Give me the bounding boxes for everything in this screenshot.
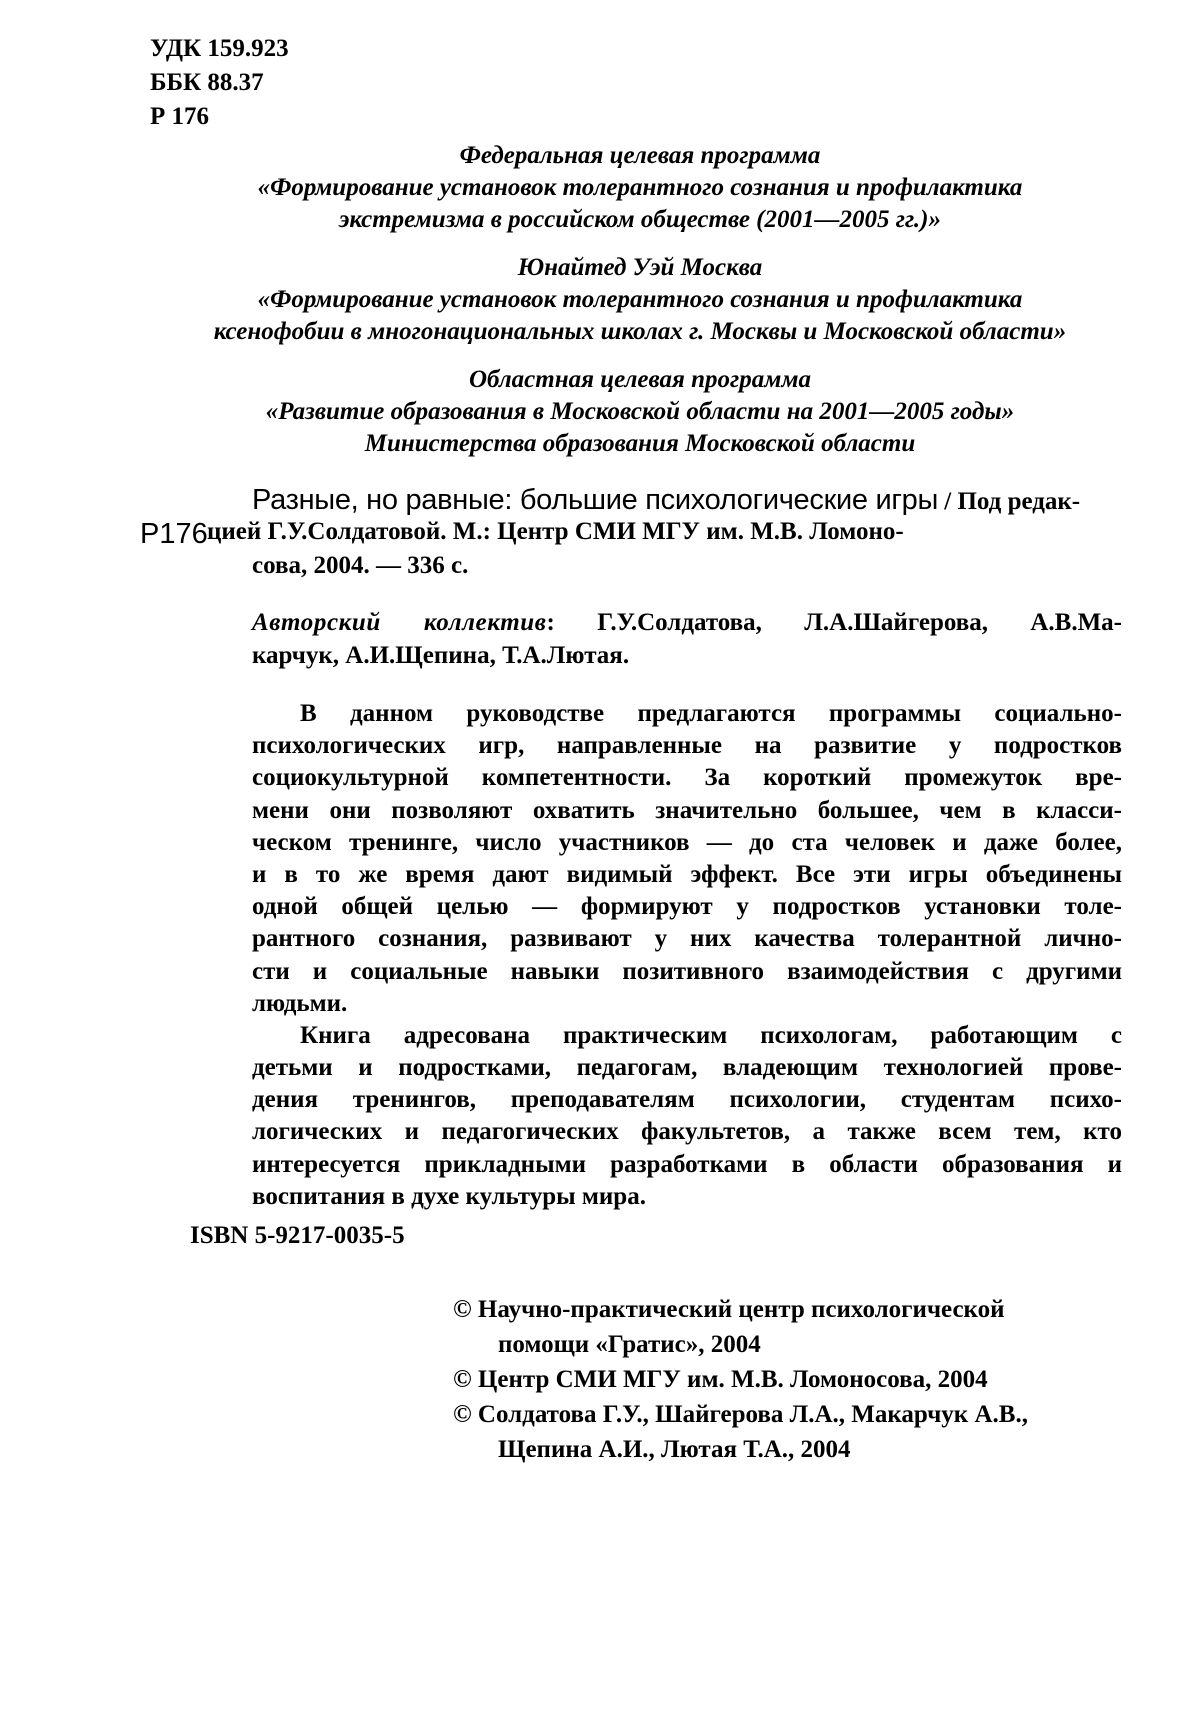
program-line: «Развитие образования в Московской области на 2001—2005 годы» xyxy=(265,398,1015,425)
copyright-block xyxy=(453,1292,1133,1467)
program-line: Федеральная целевая программа xyxy=(459,142,821,169)
book-title: Разные, но равные: большие психологические игры xyxy=(252,484,939,516)
abstract-line: одной общей целью — формируют у подростков установки толе- xyxy=(252,893,1122,921)
abstract-line: сти и социальные навыки позитивного взаимодействия с другими xyxy=(252,957,1122,985)
abstract-line: воспитания в духе культуры мира. xyxy=(252,1182,646,1210)
abstract-line: рантного сознания, развивают у них качества толерантной лично- xyxy=(252,925,1122,953)
programs-block xyxy=(140,140,1140,476)
publication-year-pages: сова, 2004. — 336 с. xyxy=(252,552,469,579)
abstract-line: детьми и подростками, педагогам, владеющим технологией прове- xyxy=(252,1054,1122,1082)
abstract-line: интересуется прикладными разработками в области образования и xyxy=(252,1150,1122,1178)
authors-block xyxy=(252,606,1122,672)
abstract-line: ческом тренинге, число участников — до ста человек и даже более, xyxy=(252,828,1122,856)
isbn: ISBN 5-9217-0035-5 xyxy=(190,1222,405,1249)
abstract-line: дения тренингов, преподавателям психологии, студентам психо- xyxy=(252,1086,1122,1114)
program-line: экстремизма в российском обществе (2001—2005 гг.)» xyxy=(339,206,941,233)
authors-names: : Г.У.Солдатова, Л.А.Шайгерова, А.В.Ма- xyxy=(546,609,1122,636)
author-mark: Р 176 xyxy=(150,103,210,130)
biblio-line xyxy=(140,552,1160,586)
copyright-line: © Центр СМИ МГУ им. М.В. Ломоносова, 2004 xyxy=(453,1366,988,1393)
abstract-line: социокультурной компетентности. За короткий промежуток вре- xyxy=(252,764,1122,792)
publisher-statement: цией Г.У.Солдатовой. М.: Центр СМИ МГУ им. М.В. Ломоно- xyxy=(207,518,904,545)
abstract-line: мени они позволяют охватить значительно большее, чем в класси- xyxy=(252,796,1122,824)
editor-statement: / Под редак- xyxy=(944,488,1081,515)
program-united-way xyxy=(140,252,1140,348)
copyright-line: © Научно-практический центр психологической xyxy=(453,1296,1005,1323)
authors-line xyxy=(252,606,1122,639)
abstract-line: логических и педагогических факультетов, а также всем тем, кто xyxy=(252,1118,1122,1146)
copyright-line: © Солдатова Г.У., Шайгерова Л.А., Макарчук А.В., xyxy=(453,1401,1028,1428)
program-line: Юнайтед Уэй Москва xyxy=(517,254,763,281)
copyright-line: помощи «Гратис», 2004 xyxy=(498,1331,761,1358)
authors-label: Авторский коллектив xyxy=(252,609,547,636)
program-line: «Формирование установок толерантного сознания и профилактика xyxy=(257,174,1023,201)
program-line: Министерства образования Московской области xyxy=(364,430,916,457)
program-line: ксенофобии в многонациональных школах г. Москвы и Московской области» xyxy=(213,318,1067,345)
bbk-code: ББК 88.37 xyxy=(150,69,264,96)
abstract-line: и в то же время дают видимый эффект. Все эти игры объединены xyxy=(252,860,1122,888)
classification-block xyxy=(150,32,289,134)
abstract-line: Книга адресована практическим психологам, работающим с xyxy=(300,1021,1122,1049)
copyright-line: Щепина А.И., Лютая Т.А., 2004 xyxy=(498,1436,851,1463)
abstract-line: В данном руководстве предлагаются программы социально- xyxy=(300,700,1122,727)
abstract-line: людьми. xyxy=(252,989,348,1017)
program-regional xyxy=(140,364,1140,460)
catalog-code: Р176 xyxy=(140,518,208,550)
biblio-line xyxy=(140,518,1160,552)
program-federal xyxy=(140,140,1140,236)
biblio-line xyxy=(140,484,1160,518)
abstract xyxy=(252,698,1122,1213)
authors-line: карчук, А.И.Щепина, Т.А.Лютая. xyxy=(252,642,630,669)
program-line: Областная целевая программа xyxy=(468,366,812,393)
program-line: «Формирование установок толерантного сознания и профилактика xyxy=(257,286,1023,313)
udk-code: УДК 159.923 xyxy=(150,35,289,62)
abstract-line: психологических игр, направленные на развитие у подростков xyxy=(252,732,1122,760)
bibliographic-record xyxy=(140,484,1160,586)
